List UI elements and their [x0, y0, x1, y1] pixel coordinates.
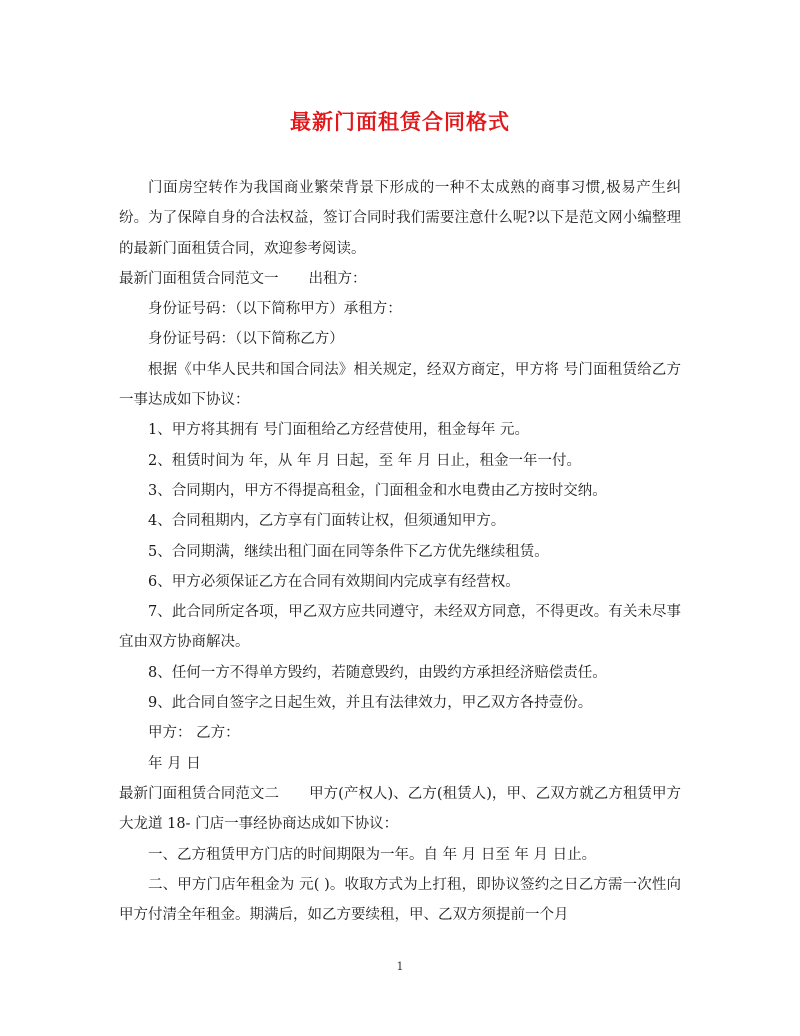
page-number: 1	[396, 960, 404, 973]
clause-3: 3、合同期内，甲方不得提高租金，门面租金和水电费由乙方按时交纳。	[148, 482, 607, 499]
sample-two-clause-2: 二、甲方门店年租金为 元( )。收取方式为上打租，即协议签约之日乙方需一次性向甲方付清全年租金。期满后，如乙方要续租，甲、乙双方须提前一个月	[119, 876, 681, 924]
clause-4: 4、合同租期内，乙方享有门面转让权，但须通知甲方。	[148, 513, 506, 530]
lessee-id-line: 身份证号码：（以下简称乙方）	[148, 331, 344, 348]
agreement-basis: 根据《中华人民共和国合同法》相关规定，经双方商定，甲方将 号门面租赁给乙方一事达成如下协议：	[119, 361, 681, 409]
lessor-label: 出租方：	[308, 270, 367, 287]
date-line: 年 月 日	[148, 755, 201, 772]
lessor-id-line: 身份证号码：（以下简称甲方）承租方：	[148, 301, 402, 318]
sample-one-heading-line	[119, 264, 681, 294]
clause-2: 2、租赁时间为 年，从 年 月 日起，至 年 月 日止，租金一年一付。	[148, 452, 581, 469]
clause-9: 9、此合同自签字之日起生效，并且有法律效力，甲乙双方各持壹份。	[148, 695, 593, 712]
sample-one-heading: 最新门面租赁合同范文一	[119, 270, 279, 287]
clause-5: 5、合同期满，继续出租门面在同等条件下乙方优先继续租赁。	[148, 543, 549, 560]
clause-1: 1、甲方将其拥有 号门面租给乙方经营使用，租金每年 元。	[148, 422, 529, 439]
clause-6: 6、甲方必须保证乙方在合同有效期间内完成享有经营权。	[148, 573, 520, 590]
sample-two-clause-1: 一、乙方租赁甲方门店的时间期限为一年。自 年 月 日至 年 月 日止。	[148, 846, 597, 863]
signature-line: 甲方： 乙方：	[148, 725, 240, 742]
document-body	[119, 173, 681, 930]
sample-two-paragraph	[119, 779, 681, 840]
sample-two-heading: 最新门面租赁合同范文二	[119, 785, 280, 802]
intro-paragraph: 门面房空转作为我国商业繁荣背景下形成的一种不太成熟的商事习惯,极易产生纠纷。为了保障自身的合法权益，签订合同时我们需要注意什么呢?以下是范文网小编整理的最新门面租赁合同，欢迎参考阅读。	[119, 180, 681, 257]
clause-7: 7、此合同所定各项，甲乙双方应共同遵守，未经双方同意，不得更改。有关未尽事宜由双方协商解决。	[119, 604, 681, 651]
clause-8: 8、任何一方不得单方毁约，若随意毁约，由毁约方承担经济赔偿责任。	[148, 664, 607, 681]
document-title: 最新门面租赁合同格式	[290, 109, 510, 134]
sample-two-intro: 甲方(产权人)、乙方(租赁人)，甲、乙双方就乙方租赁甲方大龙道 18- 门店一事经协商达成如下协议：	[119, 785, 681, 833]
